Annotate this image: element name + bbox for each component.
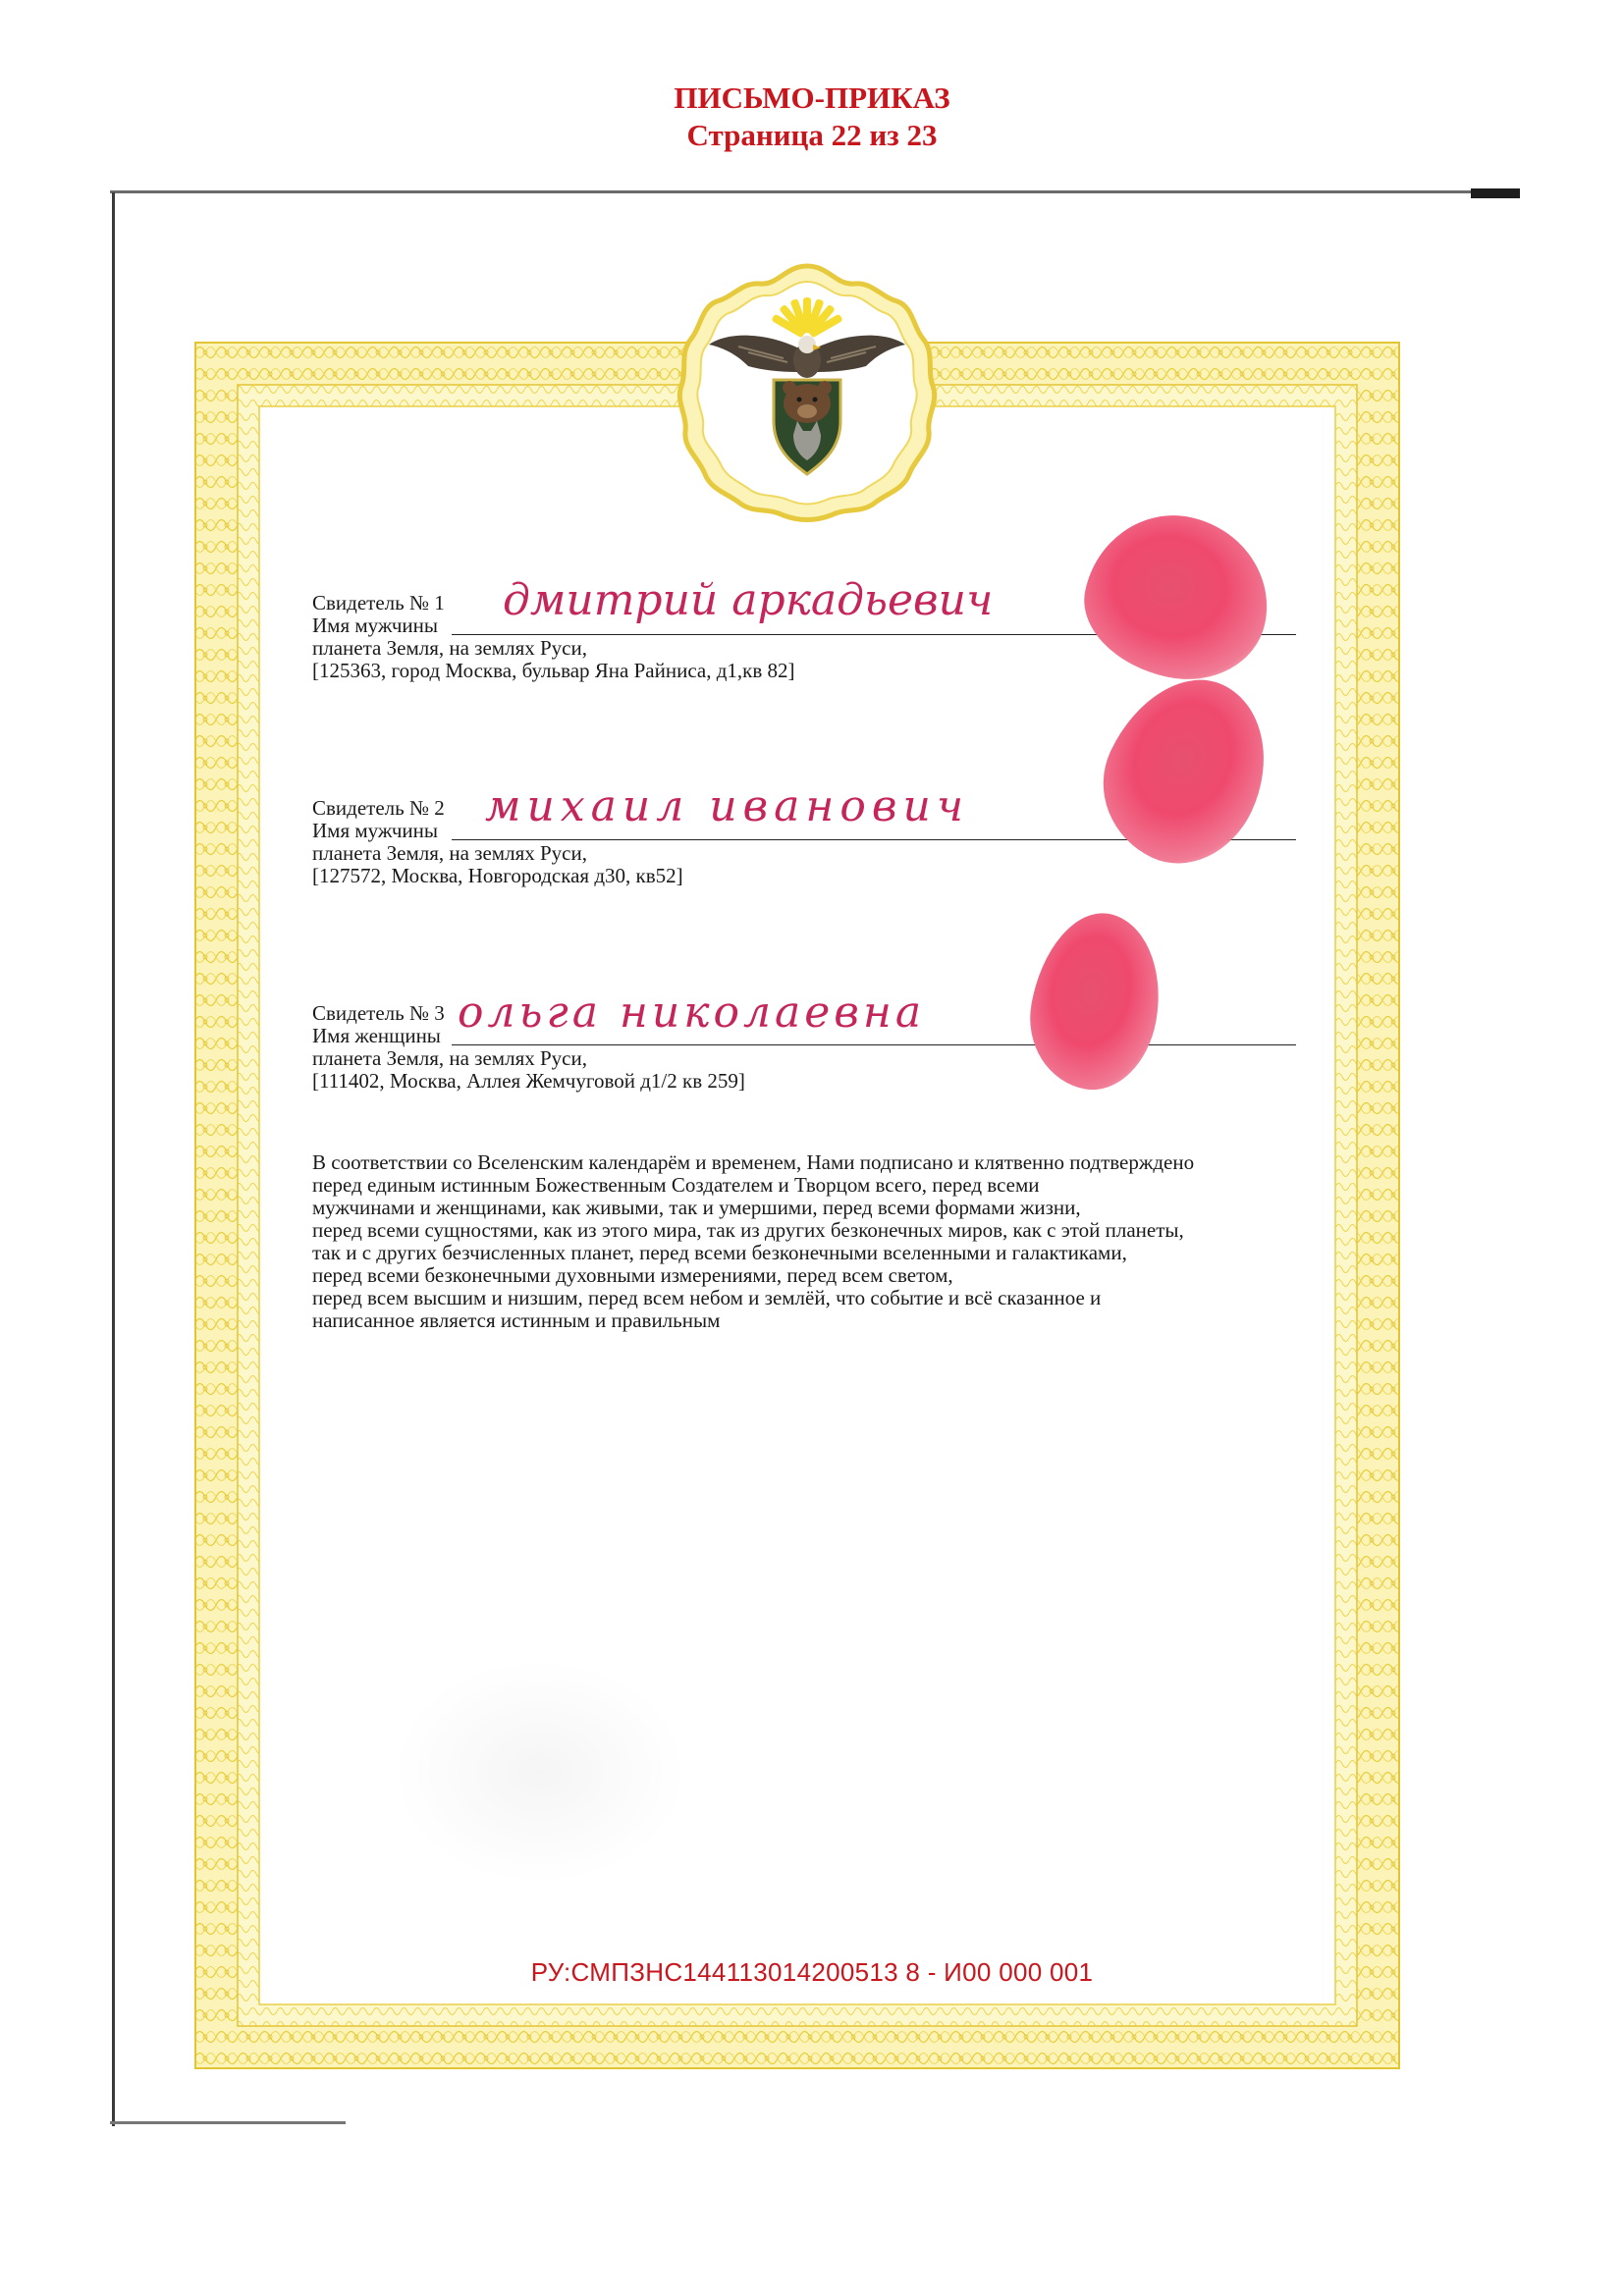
witness-name-label: Имя мужчины	[312, 819, 439, 842]
witness-address: [125363, город Москва, бульвар Яна Райниса, д1,кв 82]	[312, 659, 795, 682]
oath-line: мужчинами и женщинами, как живыми, так и умершими, перед всеми формами жизни,	[312, 1196, 1081, 1219]
scan-edge-top	[110, 190, 1516, 193]
witness-number-label: Свидетель № 1	[312, 591, 445, 614]
witness-1-handwritten-name: дмитрий аркадьевич	[503, 575, 994, 625]
eagle-bear-crest-icon	[674, 258, 941, 525]
oath-line: так и с других безчисленных планет, перед всеми безконечными вселенными и галактиками,	[312, 1241, 1127, 1264]
scan-edge-top-dark	[1471, 188, 1520, 198]
faded-stamp	[393, 1659, 687, 1885]
witness-address: [127572, Москва, Новгородская д30, кв52]	[312, 864, 683, 887]
witness-3-handwritten-name: ольга николаевна	[458, 988, 926, 1038]
witness-address: [111402, Москва, Аллея Жемчуговой д1/2 кв 259]	[312, 1069, 745, 1093]
witness-2-handwritten-name: михаил иванович	[485, 781, 970, 831]
witness-name-label: Имя женщины	[312, 1024, 441, 1047]
scan-edge-bottom	[110, 2121, 346, 2124]
document-header-title: ПИСЬМО-ПРИКАЗ	[674, 80, 950, 115]
oath-line: перед единым истинным Божественным Создателем и Творцом всего, перед всеми	[312, 1173, 1040, 1197]
witness-number-label: Свидетель № 2	[312, 796, 445, 820]
witness-planet-line: планета Земля, на землях Руси,	[312, 841, 587, 865]
oath-line: перед всеми сущностями, как из этого мира, так из других безконечных миров, как с этой планеты,	[312, 1218, 1184, 1242]
witness-planet-line: планета Земля, на землях Руси,	[312, 1046, 587, 1070]
scan-edge-left	[112, 192, 115, 2126]
oath-line: В соответствии со Вселенским календарём и временем, Нами подписано и клятвенно подтверждено	[312, 1150, 1195, 1174]
oath-line: написанное является истинным и правильным	[312, 1308, 721, 1332]
document-code: РУ:СМПЗНС144113014200513 8 - И00 000 001	[530, 1957, 1094, 1987]
witness-name-label: Имя мужчины	[312, 614, 439, 637]
document-header-page: Страница 22 из 23	[686, 118, 938, 152]
oath-line: перед всеми безконечными духовными измерениями, перед всем светом,	[312, 1263, 953, 1287]
oath-text	[312, 1151, 1314, 1332]
emblem	[674, 258, 941, 525]
oath-line: перед всем высшим и низшим, перед всем небом и землёй, что событие и всё сказанное и	[312, 1286, 1102, 1309]
signature-line	[452, 1044, 1296, 1045]
witness-number-label: Свидетель № 3	[312, 1001, 445, 1025]
witness-planet-line: планета Земля, на землях Руси,	[312, 636, 587, 660]
